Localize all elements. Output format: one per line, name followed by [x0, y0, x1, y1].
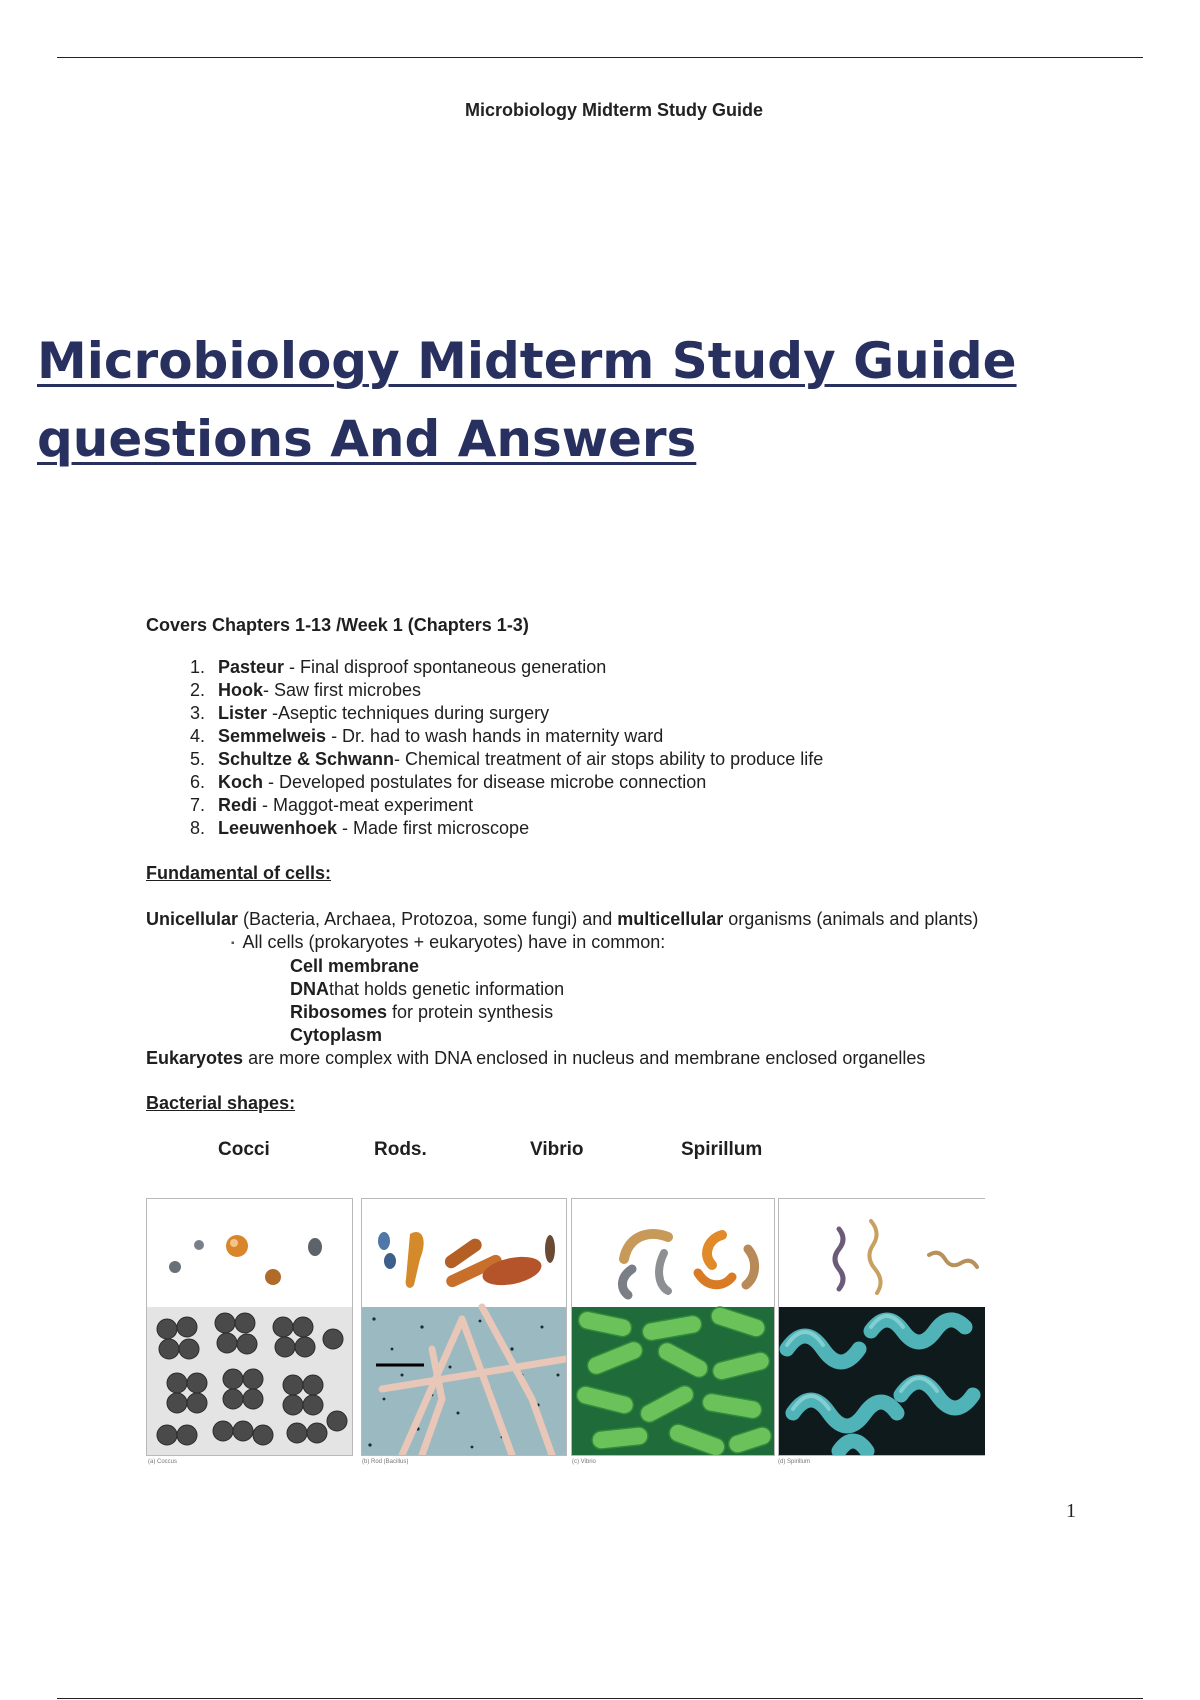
page-number: 1	[1066, 1500, 1076, 1522]
scientist-desc: - Developed postulates for disease microbe connection	[263, 772, 707, 792]
scientist-name: Leeuwenhoek	[218, 818, 338, 838]
title-line-1: Microbiology Midterm Study Guide	[37, 332, 1017, 390]
scientist-list	[146, 656, 1146, 840]
scientist-desc: - Saw first microbes	[263, 680, 422, 700]
common-bullet: ▪ All cells (prokaryotes + eukaryotes) have in common:	[231, 932, 666, 952]
scientist-name: Pasteur	[218, 657, 285, 677]
unicellular-line: Unicellular (Bacteria, Archaea, Protozoa, some fungi) and multicellular organisms (animals and plants)	[146, 909, 979, 929]
scientist-desc: - Made first microscope	[337, 818, 530, 838]
scientist-desc: - Chemical treatment of air stops ability to produce life	[394, 749, 824, 769]
shape-labels	[146, 1138, 1146, 1184]
scientist-name: Semmelweis	[218, 726, 327, 746]
common-item: DNAthat holds genetic information	[290, 978, 565, 999]
scientist-desc: - Final disproof spontaneous generation	[284, 657, 607, 677]
covers-line: Covers Chapters 1-13 /Week 1 (Chapters 1-3)	[146, 615, 529, 635]
list-item: 4. Semmelweis - Dr. had to wash hands in maternity ward	[189, 726, 664, 746]
list-item: 6. Koch - Developed postulates for disease microbe connection	[189, 772, 707, 792]
rods-image	[361, 1198, 567, 1456]
scientist-name: Koch	[218, 772, 263, 792]
running-header: Microbiology Midterm Study Guide	[464, 100, 763, 120]
title-line-2: questions And Answers	[37, 410, 697, 468]
scientist-desc: -Aseptic techniques during surgery	[267, 703, 550, 723]
label-spirillum: Spirillum	[681, 1138, 763, 1160]
scientist-name: Redi	[218, 795, 258, 815]
list-item: 8. Leeuwenhoek - Made first microscope	[189, 818, 530, 838]
cocci-image	[146, 1198, 353, 1456]
bacterial-shapes-heading: Bacterial shapes:	[146, 1092, 296, 1113]
spirillum-image	[778, 1198, 985, 1456]
label-vibrio: Vibrio	[530, 1138, 584, 1160]
scientist-desc: - Maggot-meat experiment	[257, 795, 474, 815]
scientist-desc: - Dr. had to wash hands in maternity ward	[326, 726, 664, 746]
caption-rods: (b) Rod (Bacillus)	[362, 1459, 409, 1465]
scientist-name: Lister	[218, 703, 268, 723]
common-item: Cytoplasm	[290, 1024, 383, 1045]
fundamentals-heading: Fundamental of cells:	[146, 863, 332, 883]
list-item: 5. Schultze & Schwann- Chemical treatment of air stops ability to produce life	[189, 749, 824, 769]
eukaryotes-line: Eukaryotes are more complex with DNA enclosed in nucleus and membrane enclosed organelles	[146, 1047, 926, 1068]
bacterial-shapes-figure	[146, 1198, 984, 1463]
scientist-name: Hook	[218, 680, 263, 700]
bottom-rule	[57, 1698, 1143, 1699]
list-item: 2. Hook- Saw first microbes	[189, 680, 422, 700]
common-item: Cell membrane	[290, 955, 420, 976]
list-item: 1. Pasteur - Final disproof spontaneous generation	[189, 657, 607, 677]
bullet-icon: ▪	[231, 937, 235, 949]
vibrio-image	[571, 1198, 775, 1456]
common-item: Ribosomes for protein synthesis	[290, 1001, 554, 1022]
study-guide-body	[146, 614, 1146, 1184]
scientist-name: Schultze & Schwann	[218, 749, 395, 769]
caption-cocci: (a) Coccus	[148, 1459, 178, 1465]
list-item: 7. Redi - Maggot-meat experiment	[189, 795, 474, 815]
page-title	[37, 322, 1017, 478]
top-rule	[57, 57, 1143, 58]
list-item: 3. Lister -Aseptic techniques during surgery	[189, 703, 550, 723]
label-rods: Rods.	[374, 1138, 427, 1160]
caption-spirillum: (d) Spirillum	[778, 1459, 811, 1465]
caption-vibrio: (c) Vibrio	[572, 1459, 596, 1465]
label-cocci: Cocci	[218, 1138, 270, 1160]
